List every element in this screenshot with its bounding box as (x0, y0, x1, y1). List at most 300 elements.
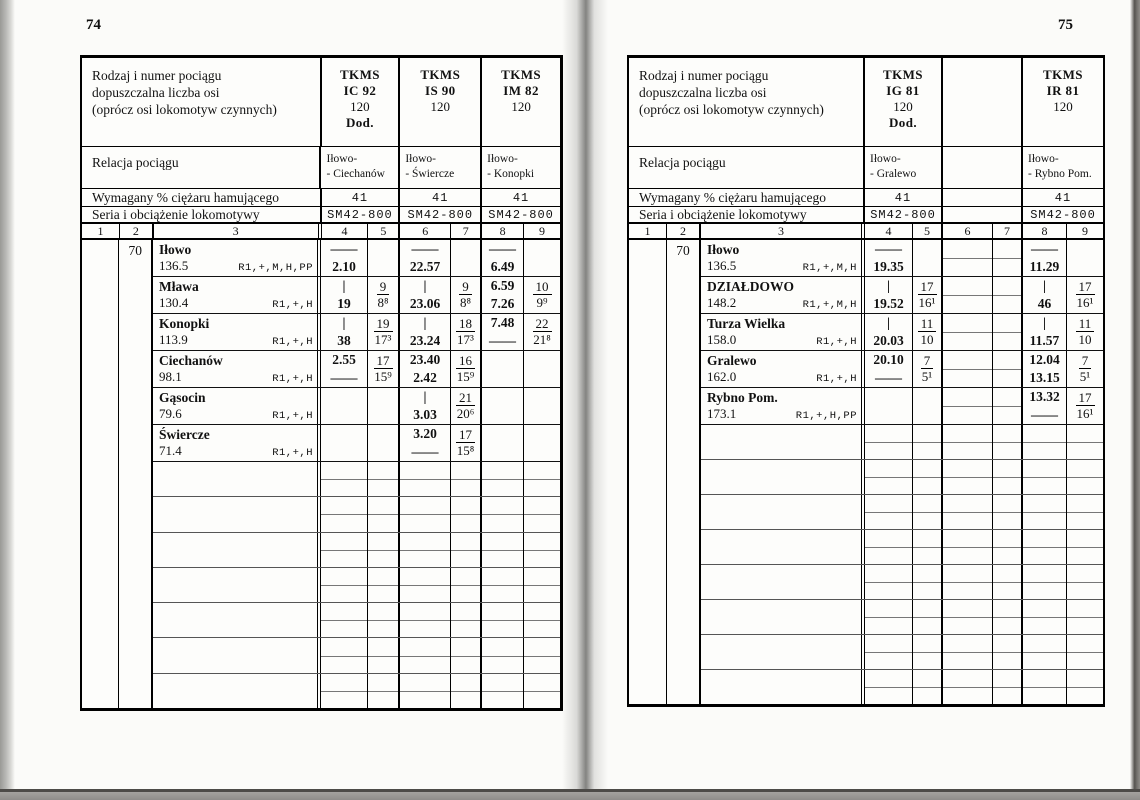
station-marks: R1,+,H (272, 410, 313, 422)
time-cell: 7.48 —— (482, 314, 524, 350)
loco-value (943, 207, 1023, 222)
empty-cell (943, 460, 993, 494)
empty-cell (1067, 635, 1103, 669)
brake-label: Wymagany % ciężaru hamującego (82, 189, 322, 206)
empty-cell (400, 674, 451, 708)
train-header-im82: TKMS IM 82 120 (501, 67, 542, 114)
col-number: 7 (451, 224, 482, 238)
col-number: 6 (400, 224, 451, 238)
empty-cell (865, 460, 913, 494)
train-header-ic92: TKMS IC 92 120 Dod. (322, 58, 401, 146)
corner-label-line1: Rodzaj i numer pociągu (639, 68, 769, 83)
station-row (153, 425, 560, 462)
empty-cell (524, 533, 560, 567)
time-cell (865, 388, 913, 424)
time-cell (321, 388, 368, 424)
empty-cell (524, 568, 560, 602)
empty-cell (482, 497, 524, 531)
empty-cell (368, 603, 400, 637)
relation-im82: Iłowo- - Konopki (487, 153, 535, 180)
empty-row (701, 600, 1103, 635)
col-number: 3 (154, 224, 322, 238)
station-row (701, 388, 1103, 425)
brake-value (943, 189, 1023, 206)
time-cell: 3.20 —— (400, 425, 451, 461)
empty-cell (1023, 565, 1067, 599)
train-header-is90: TKMS IS 90 120 (400, 58, 482, 146)
empty-cell (153, 638, 321, 672)
empty-row (701, 670, 1103, 704)
empty-cell (943, 635, 993, 669)
empty-cell (524, 462, 560, 496)
route-number: 70 (676, 243, 690, 258)
empty-cell (482, 568, 524, 602)
time-cell: | 19.52 (865, 277, 913, 313)
time-cell: 13.32 —— (1023, 388, 1067, 424)
unused-cell (993, 240, 1023, 276)
empty-cell (865, 670, 913, 704)
col-number: 3 (701, 224, 865, 238)
empty-cell (321, 497, 368, 531)
station-row (701, 351, 1103, 388)
km-value: 130.4 (159, 295, 189, 310)
empty-cell (400, 533, 451, 567)
empty-cell (913, 600, 943, 634)
col-number: 5 (913, 224, 943, 238)
relation-label: Relacja pociągu (82, 147, 321, 188)
empty-cell (943, 495, 993, 529)
empty-cell (993, 460, 1023, 494)
loco-row (629, 207, 1103, 224)
station-row (153, 351, 560, 388)
empty-cell (865, 565, 913, 599)
time-cell (482, 351, 524, 387)
column-1 (82, 240, 119, 708)
empty-cell (321, 638, 368, 672)
empty-cell (368, 497, 400, 531)
empty-cell (1067, 670, 1103, 704)
fraction-cell: 17 16¹ (1076, 279, 1094, 310)
empty-cell (482, 533, 524, 567)
col-number: 6 (943, 224, 993, 238)
page-edge-left (0, 0, 15, 800)
time-cell: 6.59 7.26 (482, 277, 524, 313)
corner-label-line2: dopuszczalna liczba osi (92, 85, 220, 100)
timetable-page-75 (627, 55, 1105, 707)
station-marks: R1,+,H (272, 336, 313, 348)
empty-cell (400, 497, 451, 531)
page-edge-right (1130, 0, 1140, 800)
empty-cell (1023, 635, 1067, 669)
empty-cell (943, 600, 993, 634)
empty-cell (153, 462, 321, 496)
time-cell: | 19 (321, 277, 368, 313)
col-number: 8 (482, 224, 524, 238)
empty-cell (1023, 670, 1067, 704)
empty-cell (993, 635, 1023, 669)
column-2 (667, 240, 701, 704)
station-marks: R1,+,H (272, 299, 313, 311)
fraction-cell (524, 351, 560, 387)
station-cell: Świercze 71.4 R1,+,H (153, 425, 321, 461)
empty-cell (913, 495, 943, 529)
time-cell (482, 425, 524, 461)
empty-cell (321, 603, 368, 637)
empty-cell (451, 638, 482, 672)
empty-cell (943, 425, 993, 459)
empty-row (701, 495, 1103, 530)
empty-cell (1067, 460, 1103, 494)
empty-cell (913, 635, 943, 669)
empty-cell (524, 638, 560, 672)
empty-cell (1023, 600, 1067, 634)
empty-cell (368, 674, 400, 708)
train-header-ir81: TKMS IR 81 120 (1043, 67, 1083, 114)
empty-cell (400, 603, 451, 637)
unused-cell (943, 388, 993, 424)
empty-cell (1023, 460, 1067, 494)
empty-cell (913, 460, 943, 494)
train-header-ig81: TKMS IG 81 120 Dod. (865, 58, 943, 146)
empty-cell (865, 530, 913, 564)
time-cell: 12.04 13.15 (1023, 351, 1067, 387)
fraction-cell: 16 15⁹ (451, 351, 482, 387)
km-value: 136.5 (707, 258, 737, 273)
route-number: 70 (128, 243, 142, 258)
fraction-cell (1067, 240, 1103, 276)
empty-cell (1023, 425, 1067, 459)
time-cell (482, 388, 524, 424)
empty-row (701, 565, 1103, 600)
empty-cell (865, 600, 913, 634)
empty-cell (451, 533, 482, 567)
fraction-cell: 22 21⁸ (533, 316, 551, 347)
fraction-cell: 10 9⁹ (524, 277, 560, 313)
col-number: 9 (539, 223, 546, 238)
empty-cell (913, 425, 943, 459)
brake-label: Wymagany % ciężaru hamującego (629, 189, 865, 206)
empty-cell (451, 603, 482, 637)
empty-cell (482, 462, 524, 496)
empty-cell (943, 530, 993, 564)
fraction-cell (368, 388, 400, 424)
station-row (153, 240, 560, 277)
station-marks: R1,+,M,H (802, 262, 857, 274)
empty-cell (701, 670, 865, 704)
unused-cell (943, 277, 993, 313)
empty-cell (993, 495, 1023, 529)
time-cell: —— 22.57 (400, 240, 451, 276)
train-header-empty (943, 58, 1023, 146)
station-marks: R1,+,H (816, 336, 857, 348)
col-number: 5 (368, 224, 400, 238)
empty-cell (701, 425, 865, 459)
time-cell: | 46 (1023, 277, 1067, 313)
station-cell: Rybno Pom. 173.1 R1,+,H,PP (701, 388, 865, 424)
loco-label: Seria i obciążenie lokomotywy (629, 207, 865, 222)
time-cell: | 3.03 (400, 388, 451, 424)
km-value: 173.1 (707, 406, 737, 421)
loco-value: SM42-800 (865, 207, 943, 222)
empty-row (701, 460, 1103, 495)
empty-row (701, 530, 1103, 565)
col-number: 2 (120, 224, 154, 238)
empty-cell (321, 568, 368, 602)
empty-row (153, 603, 560, 638)
corner-label (629, 58, 865, 146)
km-value: 136.5 (159, 258, 189, 273)
fraction-cell: 17 16¹ (1076, 390, 1094, 421)
fraction-cell (368, 240, 400, 276)
empty-cell (701, 565, 865, 599)
brake-value: 41 (1054, 190, 1072, 205)
empty-row (153, 674, 560, 708)
fraction-cell (913, 388, 943, 424)
station-marks: R1,+,H (816, 373, 857, 385)
empty-row (701, 425, 1103, 460)
km-value: 148.2 (707, 295, 737, 310)
empty-cell (153, 533, 321, 567)
station-row (701, 314, 1103, 351)
station-cell: Iłowo 136.5 R1,+,M,H (701, 240, 865, 276)
unused-cell (943, 314, 993, 350)
empty-cell (482, 603, 524, 637)
empty-cell (153, 497, 321, 531)
km-value: 113.9 (159, 332, 188, 347)
empty-cell (993, 670, 1023, 704)
scan-bottom-band (0, 789, 1140, 800)
empty-cell (451, 674, 482, 708)
time-cell: | 23.06 (400, 277, 451, 313)
time-cell: | 20.03 (865, 314, 913, 350)
empty-cell (865, 495, 913, 529)
col-number: 8 (1023, 224, 1067, 238)
brake-row (629, 189, 1103, 207)
empty-cell (865, 425, 913, 459)
empty-cell (993, 565, 1023, 599)
loco-value: SM42-800 (1030, 207, 1096, 222)
brake-value: 41 (322, 189, 401, 206)
empty-cell (1067, 530, 1103, 564)
brake-value: 41 (400, 189, 482, 206)
station-row (701, 277, 1103, 314)
station-rows (701, 240, 1103, 704)
unused-cell (993, 388, 1023, 424)
empty-cell (993, 425, 1023, 459)
empty-cell (913, 565, 943, 599)
corner-label-line3: (oprócz osi lokomotyw czynnych) (639, 102, 824, 117)
col-number: 9 (1082, 223, 1088, 238)
empty-cell (701, 635, 865, 669)
unused-cell (993, 314, 1023, 350)
empty-cell (913, 530, 943, 564)
page-number-left: 74 (86, 17, 101, 33)
empty-cell (701, 600, 865, 634)
train-header-row (82, 58, 560, 147)
relation-label: Relacja pociągu (629, 147, 865, 188)
col-number: 4 (322, 224, 369, 238)
brake-row (82, 189, 560, 207)
empty-cell (943, 565, 993, 599)
book-gutter-shadow (562, 0, 608, 800)
km-value: 98.1 (159, 369, 182, 384)
time-cell: 23.40 2.42 (400, 351, 451, 387)
column-numbers-row (82, 224, 560, 240)
brake-value: 41 (512, 190, 530, 205)
time-cell: —— 19.35 (865, 240, 913, 276)
empty-cell (913, 670, 943, 704)
empty-row (153, 462, 560, 497)
time-cell: —— 11.29 (1023, 240, 1067, 276)
empty-row (153, 497, 560, 532)
station-marks: R1,+,M,H (802, 299, 857, 311)
station-cell: Mława 130.4 R1,+,H (153, 277, 321, 313)
relation-ir81: Iłowo- - Rybno Pom. (1028, 153, 1092, 180)
relation-is90: Iłowo- - Świercze (400, 147, 482, 188)
station-cell: Konopki 113.9 R1,+,H (153, 314, 321, 350)
empty-cell (321, 533, 368, 567)
empty-row (153, 638, 560, 673)
empty-cell (1067, 425, 1103, 459)
col-number: 2 (667, 224, 701, 238)
empty-cell (153, 674, 321, 708)
fraction-cell: 21 20⁶ (451, 388, 482, 424)
station-row (153, 277, 560, 314)
empty-cell (993, 600, 1023, 634)
brake-value: 41 (865, 189, 943, 206)
station-row (153, 388, 560, 425)
km-value: 79.6 (159, 406, 182, 421)
loco-value: SM42-800 (322, 207, 401, 222)
time-cell: | 11.57 (1023, 314, 1067, 350)
unused-cell (993, 277, 1023, 313)
empty-cell (368, 533, 400, 567)
loco-label: Seria i obciążenie lokomotywy (82, 207, 322, 222)
empty-cell (368, 638, 400, 672)
time-cell: —— 6.49 (482, 240, 524, 276)
fraction-cell: 17 15⁸ (451, 425, 482, 461)
fraction-cell: 18 17³ (451, 314, 482, 350)
km-value: 162.0 (707, 369, 737, 384)
empty-row (153, 568, 560, 603)
empty-cell (701, 460, 865, 494)
fraction-cell (524, 240, 560, 276)
station-row (701, 240, 1103, 277)
empty-cell (153, 603, 321, 637)
empty-cell (321, 462, 368, 496)
station-cell: Ciechanów 98.1 R1,+,H (153, 351, 321, 387)
empty-cell (153, 568, 321, 602)
fraction-cell: 19 17³ (368, 314, 400, 350)
column-2 (119, 240, 153, 708)
corner-label-line3: (oprócz osi lokomotyw czynnych) (92, 102, 277, 117)
col-number: 1 (629, 224, 667, 238)
time-cell: 20.10 —— (865, 351, 913, 387)
unused-cell (943, 351, 993, 387)
km-value: 158.0 (707, 332, 737, 347)
empty-cell (400, 462, 451, 496)
fraction-cell: 17 16¹ (913, 277, 943, 313)
table-body (629, 240, 1103, 704)
empty-cell (321, 674, 368, 708)
station-marks: R1,+,H (272, 373, 313, 385)
fraction-cell: 11 10 (913, 314, 943, 350)
time-cell: | 23.24 (400, 314, 451, 350)
relation-row (82, 147, 560, 189)
fraction-cell (368, 425, 400, 461)
loco-value: SM42-800 (400, 207, 482, 222)
corner-label (82, 58, 322, 146)
relation-ic92: Iłowo- - Ciechanów (321, 147, 400, 188)
empty-cell (400, 638, 451, 672)
fraction-cell: 9 8⁸ (451, 277, 482, 313)
relation-row (629, 147, 1103, 189)
empty-cell (524, 497, 560, 531)
empty-cell (943, 670, 993, 704)
empty-cell (451, 462, 482, 496)
corner-label-line1: Rodzaj i numer pociągu (92, 68, 222, 83)
empty-cell (1023, 530, 1067, 564)
empty-cell (1067, 565, 1103, 599)
empty-cell (482, 638, 524, 672)
empty-cell (482, 674, 524, 708)
fraction-cell (913, 240, 943, 276)
page-number-right: 75 (1058, 17, 1073, 33)
fraction-cell: 9 8⁸ (368, 277, 400, 313)
empty-row (153, 533, 560, 568)
timetable-page-74 (80, 55, 563, 711)
station-marks: R1,+,H,PP (795, 410, 857, 422)
loco-row (82, 207, 560, 224)
empty-cell (400, 568, 451, 602)
station-cell: DZIAŁDOWO 148.2 R1,+,M,H (701, 277, 865, 313)
fraction-cell: 17 15⁹ (368, 351, 400, 387)
empty-cell (524, 603, 560, 637)
col-number: 1 (82, 224, 120, 238)
fraction-cell (524, 425, 560, 461)
col-number: 4 (865, 224, 913, 238)
empty-cell (1067, 600, 1103, 634)
empty-cell (451, 497, 482, 531)
station-marks: R1,+,M,H,PP (238, 262, 313, 274)
time-cell: 2.55 —— (321, 351, 368, 387)
col-number: 7 (993, 224, 1023, 238)
empty-cell (451, 568, 482, 602)
fraction-cell (524, 388, 560, 424)
station-marks: R1,+,H (272, 447, 313, 459)
fraction-cell: 7 5¹ (913, 351, 943, 387)
empty-cell (1023, 495, 1067, 529)
empty-cell (1067, 495, 1103, 529)
station-cell: Gralewo 162.0 R1,+,H (701, 351, 865, 387)
loco-value: SM42-800 (488, 207, 554, 222)
fraction-cell (451, 240, 482, 276)
station-cell: Turza Wielka 158.0 R1,+,H (701, 314, 865, 350)
empty-row (701, 635, 1103, 670)
station-rows (153, 240, 560, 708)
train-header-row (629, 58, 1103, 147)
station-row (153, 314, 560, 351)
empty-cell (865, 635, 913, 669)
empty-cell (368, 568, 400, 602)
fraction-cell: 11 10 (1067, 314, 1103, 350)
corner-label-line2: dopuszczalna liczba osi (639, 85, 767, 100)
station-cell: Gąsocin 79.6 R1,+,H (153, 388, 321, 424)
time-cell: —— 2.10 (321, 240, 368, 276)
time-cell (321, 425, 368, 461)
column-1 (629, 240, 667, 704)
empty-cell (524, 674, 560, 708)
